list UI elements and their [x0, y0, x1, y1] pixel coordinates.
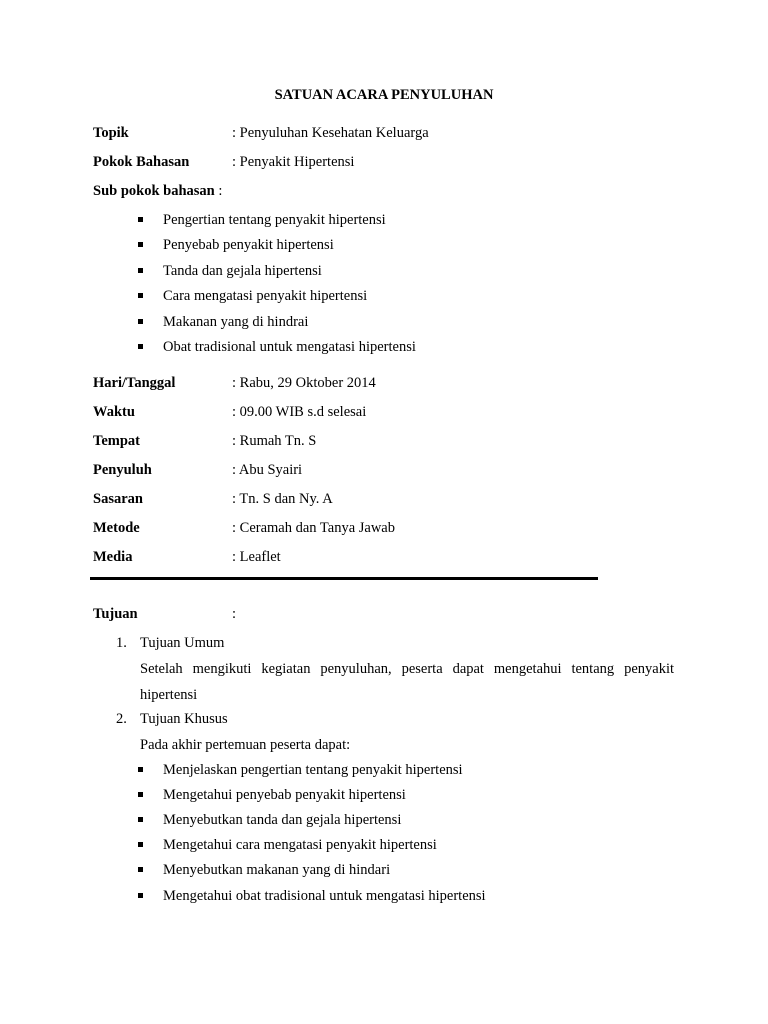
bullet-icon [138, 268, 143, 273]
section-divider [90, 577, 598, 580]
list-number: 2. [116, 711, 127, 727]
tujuan-khusus-intro: Pada akhir pertemuan peserta dapat: [140, 737, 351, 753]
field-label: Topik [93, 125, 129, 141]
list-item-text: Menjelaskan pengertian tentang penyakit hipertensi [163, 762, 463, 778]
list-item-text: Cara mengatasi penyakit hipertensi [163, 288, 368, 304]
list-item-text: Menyebutkan makanan yang di hindari [163, 862, 391, 878]
field-label: Media [93, 549, 133, 565]
list-heading: Tujuan Umum [140, 635, 225, 651]
bullet-icon [138, 817, 143, 822]
field-value: : Penyuluhan Kesehatan Keluarga [232, 125, 429, 141]
field-value: : Tn. S dan Ny. A [232, 491, 333, 507]
field-value: : Rabu, 29 Oktober 2014 [232, 375, 376, 391]
list-item-text: Menyebutkan tanda dan gejala hipertensi [163, 812, 402, 828]
bullet-icon [138, 867, 143, 872]
field-value: : Abu Syairi [232, 462, 303, 478]
field-colon: : [232, 606, 237, 622]
field-label: Pokok Bahasan [93, 154, 190, 170]
bullet-icon [138, 792, 143, 797]
list-heading: Tujuan Khusus [140, 711, 228, 727]
field-value: : Leaflet [232, 549, 281, 565]
field-colon: : [218, 183, 223, 199]
field-label: Tempat [93, 433, 140, 449]
bullet-icon [138, 893, 143, 898]
list-item-text: Makanan yang di hindrai [163, 314, 309, 330]
bullet-icon [138, 293, 143, 298]
bullet-icon [138, 217, 143, 222]
document-title: SATUAN ACARA PENYULUHAN [274, 87, 494, 103]
list-item-text: Tanda dan gejala hipertensi [163, 263, 322, 279]
list-item-text: Mengetahui cara mengatasi penyakit hipertensi [163, 837, 437, 853]
list-item-text: Mengetahui penyebab penyakit hipertensi [163, 787, 406, 803]
list-number: 1. [116, 635, 127, 651]
field-value: : Ceramah dan Tanya Jawab [232, 520, 395, 536]
field-label: Sub pokok bahasan [93, 183, 215, 199]
field-value: : 09.00 WIB s.d selesai [232, 404, 367, 420]
bullet-icon [138, 242, 143, 247]
field-label: Tujuan [93, 606, 138, 622]
list-item-text: Mengetahui obat tradisional untuk mengatasi hipertensi [163, 888, 486, 904]
field-value: : Rumah Tn. S [232, 433, 317, 449]
field-value: : Penyakit Hipertensi [232, 154, 355, 170]
list-item-text: Penyebab penyakit hipertensi [163, 237, 334, 253]
field-label: Penyuluh [93, 462, 152, 478]
tujuan-umum-text: Setelah mengikuti kegiatan penyuluhan, peserta dapat mengetahui tentang penyakit hipertensi [140, 661, 674, 703]
list-item-text: Pengertian tentang penyakit hipertensi [163, 212, 386, 228]
field-label: Metode [93, 520, 140, 536]
field-label: Hari/Tanggal [93, 375, 176, 391]
bullet-icon [138, 842, 143, 847]
sub-pokok-heading [93, 181, 222, 201]
bullet-icon [138, 319, 143, 324]
bullet-icon [138, 344, 143, 349]
field-label: Waktu [93, 404, 135, 420]
list-item-text: Obat tradisional untuk mengatasi hipertensi [163, 339, 416, 355]
field-label: Sasaran [93, 491, 143, 507]
bullet-icon [138, 767, 143, 772]
